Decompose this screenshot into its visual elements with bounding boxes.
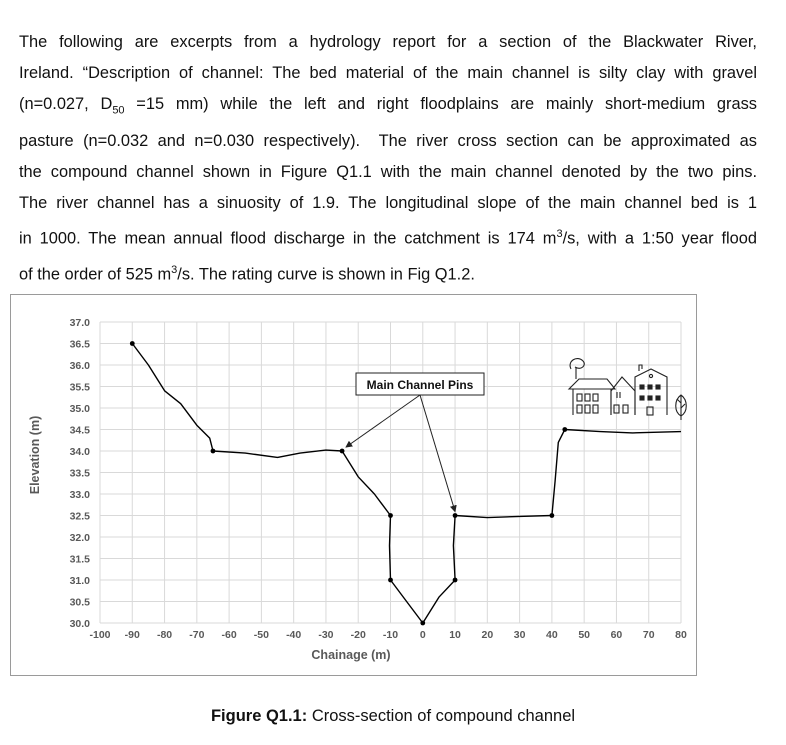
cross-section-point xyxy=(388,513,393,518)
houses-illustration xyxy=(569,359,686,420)
x-tick-label: -70 xyxy=(189,629,205,641)
paragraph-line xyxy=(19,126,757,157)
paragraph-line xyxy=(19,157,757,188)
y-tick-label: 34.5 xyxy=(69,424,90,437)
y-tick-labels xyxy=(70,317,91,630)
x-tick-label: -50 xyxy=(253,629,269,641)
x-tick-label: -30 xyxy=(318,629,334,641)
x-tick-label: -20 xyxy=(350,629,366,641)
y-tick-label: 31.5 xyxy=(69,553,90,566)
intro-paragraph xyxy=(19,27,757,290)
cross-section-point xyxy=(453,513,458,518)
annotation-layer xyxy=(346,373,484,512)
paragraph-line xyxy=(19,188,757,219)
cross-section-chart xyxy=(11,295,696,675)
figure-caption-label: Figure Q1.1: xyxy=(210,707,308,725)
x-tick-label: 0 xyxy=(419,629,426,641)
figure-caption-text: Cross-section of compound channel xyxy=(307,707,576,725)
y-tick-label: 31.0 xyxy=(69,575,90,587)
x-tick-label: -60 xyxy=(221,629,237,641)
cross-section-point xyxy=(549,513,554,518)
paragraph-text: =15 mm) while the left and right floodplains are mainly short-medium grass xyxy=(124,95,757,113)
paragraph-text: 3 xyxy=(556,228,563,241)
cross-section-point xyxy=(562,427,567,432)
x-tick-label: 40 xyxy=(546,629,558,641)
y-tick-label: 36.0 xyxy=(69,360,90,372)
cross-section-point xyxy=(453,578,458,583)
x-tick-label: 10 xyxy=(449,629,461,641)
paragraph-line xyxy=(19,58,757,89)
paragraph-text: the compound channel shown in Figure Q1.1 with the main channel denoted by the two pins. xyxy=(19,163,757,182)
house-left-icon xyxy=(573,389,611,415)
x-tick-label: 20 xyxy=(481,629,494,641)
cross-section-point xyxy=(130,341,135,346)
y-tick-label: 33.5 xyxy=(69,467,90,480)
paragraph-text: in 1000. The mean annual flood discharge in the catchment is 174 m xyxy=(19,229,557,248)
y-tick-label: 30.5 xyxy=(69,596,90,609)
paragraph-line xyxy=(19,27,757,58)
paragraph-line xyxy=(19,89,757,126)
x-tick-label: 30 xyxy=(513,629,526,641)
paragraph-text: (n=0.027, D xyxy=(19,95,113,113)
x-tick-label: 80 xyxy=(675,629,687,641)
y-tick-label: 32.5 xyxy=(69,510,90,523)
x-tick-label: 70 xyxy=(642,629,655,641)
paragraph-line xyxy=(19,219,757,254)
x-tick-label: -10 xyxy=(382,629,399,641)
paragraph-line xyxy=(19,255,757,290)
paragraph-text: 50 xyxy=(112,104,125,117)
paragraph-text: pasture (n=0.032 and n=0.030 respectively). The river cross section can be approximated as xyxy=(19,132,757,151)
cross-section-point xyxy=(420,621,425,626)
y-tick-label: 37.0 xyxy=(69,317,90,329)
x-tick-label: -80 xyxy=(156,629,173,641)
x-tick-label: -90 xyxy=(124,629,140,641)
paragraph-text: Ireland. “Description of channel: The bed material of the main channel is silty clay with gravel xyxy=(19,64,757,82)
paragraph-text: /s, with a 1:50 year flood xyxy=(562,229,757,248)
x-tick-label: -100 xyxy=(89,629,111,641)
y-tick-label: 35.0 xyxy=(69,403,90,415)
y-tick-label: 32.0 xyxy=(69,532,90,544)
paragraph-text: 3 xyxy=(171,263,178,276)
y-tick-label: 35.5 xyxy=(69,381,90,394)
cross-section-point xyxy=(211,449,216,454)
annotation-label: Main Channel Pins xyxy=(366,378,474,392)
y-tick-label: 33.0 xyxy=(69,489,90,501)
chart-frame xyxy=(10,294,697,676)
x-tick-label: -40 xyxy=(286,629,302,641)
cross-section-point xyxy=(340,449,345,454)
annotation-arrow xyxy=(346,395,420,447)
paragraph-text: The following are excerpts from a hydrology report for a section of the Blackwater River, xyxy=(19,33,757,51)
x-tick-label: 60 xyxy=(610,629,623,641)
paragraph-text: /s. The rating curve is shown in Fig Q1.2. xyxy=(177,265,475,284)
figure-caption xyxy=(0,707,786,726)
paragraph-text: The river channel has a sinuosity of 1.9. The longitudinal slope of the main channel bed is 1 xyxy=(19,194,757,213)
y-axis-label: Elevation (m) xyxy=(28,415,42,495)
x-tick-label: 50 xyxy=(578,629,591,641)
y-tick-label: 34.0 xyxy=(69,446,90,458)
x-axis-label: Chainage (m) xyxy=(311,648,391,662)
cross-section-point xyxy=(388,578,393,583)
paragraph-text: of the order of 525 m xyxy=(19,265,172,284)
x-tick-labels xyxy=(89,629,687,641)
y-tick-label: 36.5 xyxy=(69,338,90,351)
y-tick-label: 30.0 xyxy=(69,618,90,630)
